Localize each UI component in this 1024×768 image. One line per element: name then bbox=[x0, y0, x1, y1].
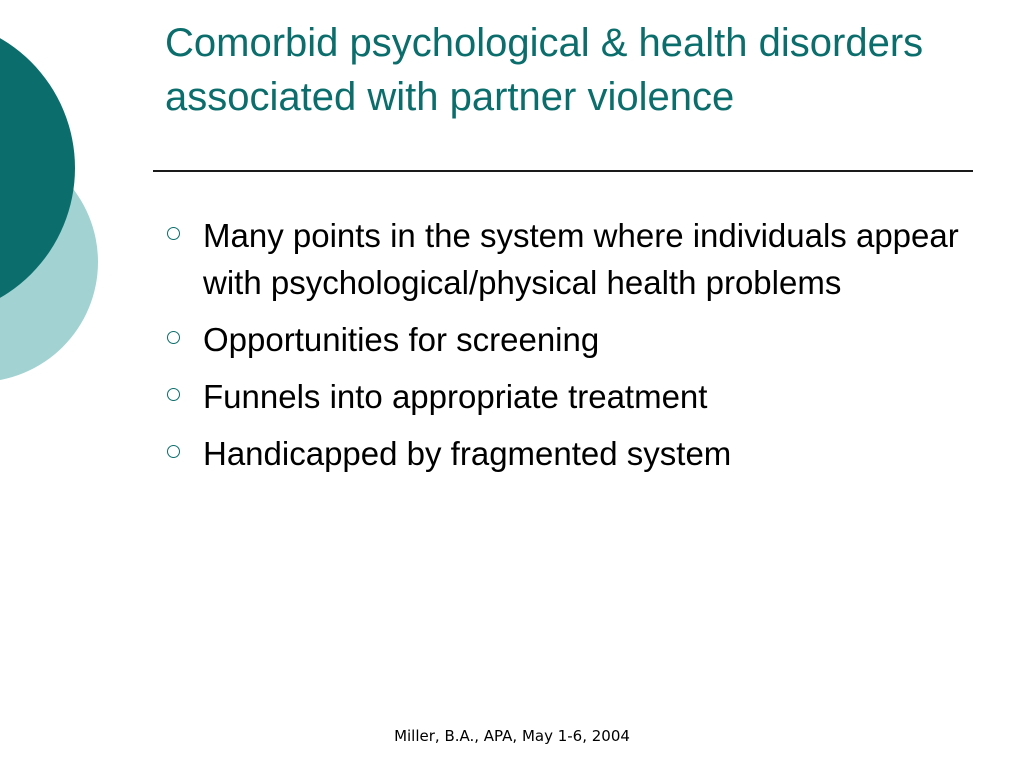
bullet-text: Many points in the system where individuals appear with psychological/physical health problems bbox=[203, 217, 959, 301]
bullet-text: Funnels into appropriate treatment bbox=[203, 378, 708, 415]
hollow-circle-bullet-icon bbox=[167, 331, 180, 344]
hollow-circle-bullet-icon bbox=[167, 388, 180, 401]
bullet-item bbox=[165, 430, 965, 477]
citation-footer: Miller, B.A., APA, May 1-6, 2004 bbox=[394, 727, 630, 745]
hollow-circle-bullet-icon bbox=[167, 227, 180, 240]
slide-title: Comorbid psychological & health disorders associated with partner violence bbox=[165, 21, 924, 119]
bullet-item bbox=[165, 316, 965, 363]
bullet-text: Handicapped by fragmented system bbox=[203, 435, 732, 472]
bullet-item bbox=[165, 212, 965, 306]
bullet-item bbox=[165, 373, 965, 420]
title-underline bbox=[153, 170, 973, 172]
hollow-circle-bullet-icon bbox=[167, 445, 180, 458]
decorative-circles bbox=[0, 0, 110, 420]
bullet-text: Opportunities for screening bbox=[203, 321, 600, 358]
bullet-list bbox=[165, 212, 965, 487]
